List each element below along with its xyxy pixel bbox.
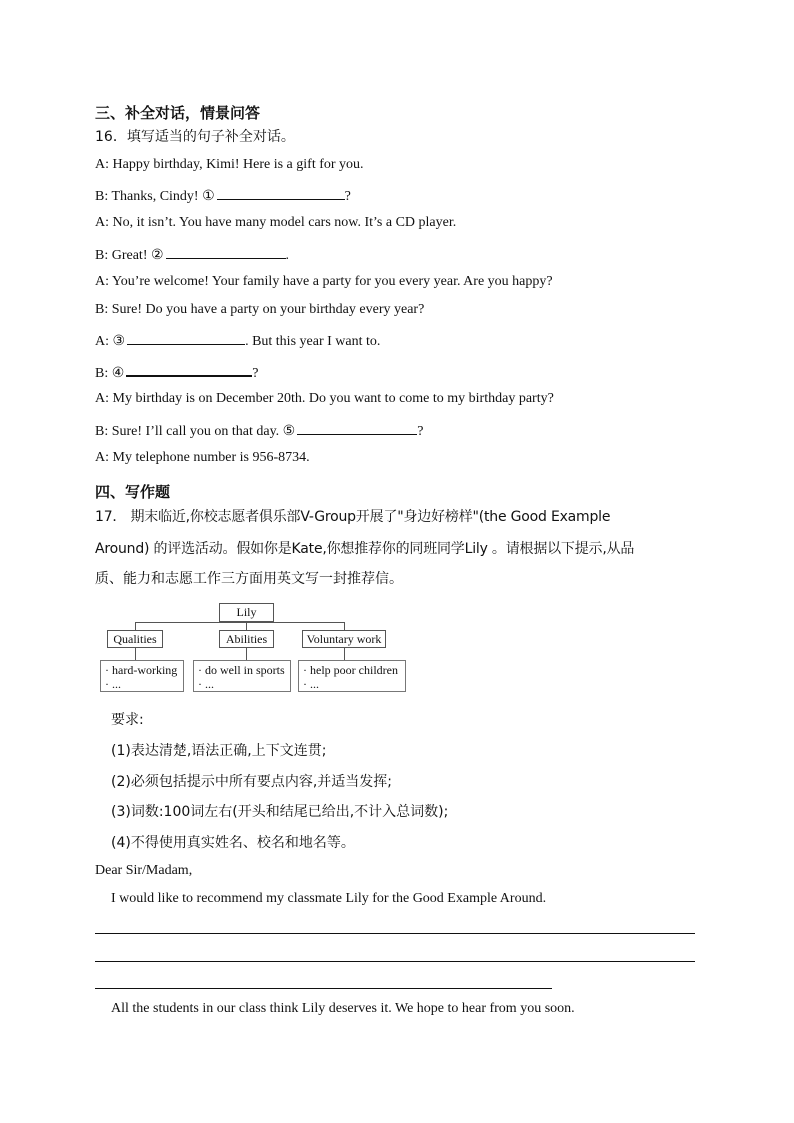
diagram-item: · do well in sports xyxy=(198,663,285,677)
writing-line-1[interactable] xyxy=(95,933,695,934)
diagram-connector xyxy=(135,648,136,660)
writing-line-3[interactable] xyxy=(95,988,552,989)
diagram-root-lily: Lily xyxy=(219,603,274,622)
question-17-line-3: 质、能力和志愿工作三方面用英文写一封推荐信。 xyxy=(95,571,403,587)
letter-closing: All the students in our class think Lily deserves it. We hope to hear from you soon. xyxy=(111,1001,575,1016)
letter-salutation: Dear Sir/Madam, xyxy=(95,863,193,878)
diagram-items-voluntary-work xyxy=(298,660,406,692)
diagram-branch-abilities: Abilities xyxy=(219,630,274,648)
answer-blank-1[interactable] xyxy=(217,185,345,200)
diagram-connector xyxy=(246,622,247,630)
answer-blank-3[interactable] xyxy=(127,330,245,345)
diagram-item: · ... xyxy=(105,677,121,691)
writing-line-2[interactable] xyxy=(95,961,695,962)
section-heading-4: 四、写作题 xyxy=(95,483,171,501)
dialogue-line-4: B: Great! ② . xyxy=(95,244,289,264)
dialogue-line-10: B: Sure! I’ll call you on that day. ⑤ ? xyxy=(95,420,423,440)
diagram-connector xyxy=(246,648,247,660)
dialogue-line-6: B: Sure! Do you have a party on your birthday every year? xyxy=(95,302,425,317)
requirement-4: (4)不得使用真实姓名、校名和地名等。 xyxy=(111,835,355,851)
diagram-connector xyxy=(344,622,345,630)
question-16-prompt: 16．填写适当的句子补全对话。 xyxy=(95,129,295,145)
diagram-item: · hard-working xyxy=(105,663,178,677)
diagram-branch-voluntary-work: Voluntary work xyxy=(302,630,386,648)
requirement-2: (2)必须包括提示中所有要点内容,并适当发挥; xyxy=(111,774,392,790)
diagram-item: · ... xyxy=(198,677,214,691)
letter-opening: I would like to recommend my classmate Lily for the Good Example Around. xyxy=(111,891,547,906)
diagram-item: · help poor children xyxy=(303,663,398,677)
diagram-item: · ... xyxy=(303,677,319,691)
requirement-3: (3)词数:100词左右(开头和结尾已给出,不计入总词数); xyxy=(111,804,449,820)
section-heading-3: 三、补全对话，情景问答 xyxy=(95,104,261,122)
diagram-connector xyxy=(135,622,136,630)
requirement-1: (1)表达清楚,语法正确,上下文连贯; xyxy=(111,743,327,759)
diagram-items-abilities xyxy=(193,660,291,692)
dialogue-line-1: A: Happy birthday, Kimi! Here is a gift for you. xyxy=(95,157,364,172)
question-17-line-2: Around) 的评选活动。假如你是Kate,你想推荐你的同班同学Lily 。请根据以下提示,从品 xyxy=(95,541,635,557)
dialogue-line-7: A: ③ . But this year I want to. xyxy=(95,330,380,350)
dialogue-line-5: A: You’re welcome! Your family have a party for you every year. Are you happy? xyxy=(95,274,553,289)
dialogue-line-11: A: My telephone number is 956-8734. xyxy=(95,450,310,465)
diagram-branch-qualities: Qualities xyxy=(107,630,163,648)
dialogue-line-2: B: Thanks, Cindy! ① ? xyxy=(95,185,351,205)
dialogue-line-8: B: ④ ? xyxy=(95,361,259,382)
dialogue-line-9: A: My birthday is on December 20th. Do you want to come to my birthday party? xyxy=(95,391,554,406)
answer-blank-2[interactable] xyxy=(166,244,286,259)
question-17-line-1: 17． 期末临近,你校志愿者俱乐部V-Group开展了"身边好榜样"(the Good Example xyxy=(95,509,611,525)
diagram-connector xyxy=(344,648,345,660)
answer-blank-4[interactable] xyxy=(126,361,252,377)
requirements-title: 要求: xyxy=(111,712,144,728)
diagram-items-qualities xyxy=(100,660,184,692)
dialogue-line-3: A: No, it isn’t. You have many model cars now. It’s a CD player. xyxy=(95,215,457,230)
answer-blank-5[interactable] xyxy=(297,420,417,435)
diagram-connector xyxy=(135,622,345,623)
